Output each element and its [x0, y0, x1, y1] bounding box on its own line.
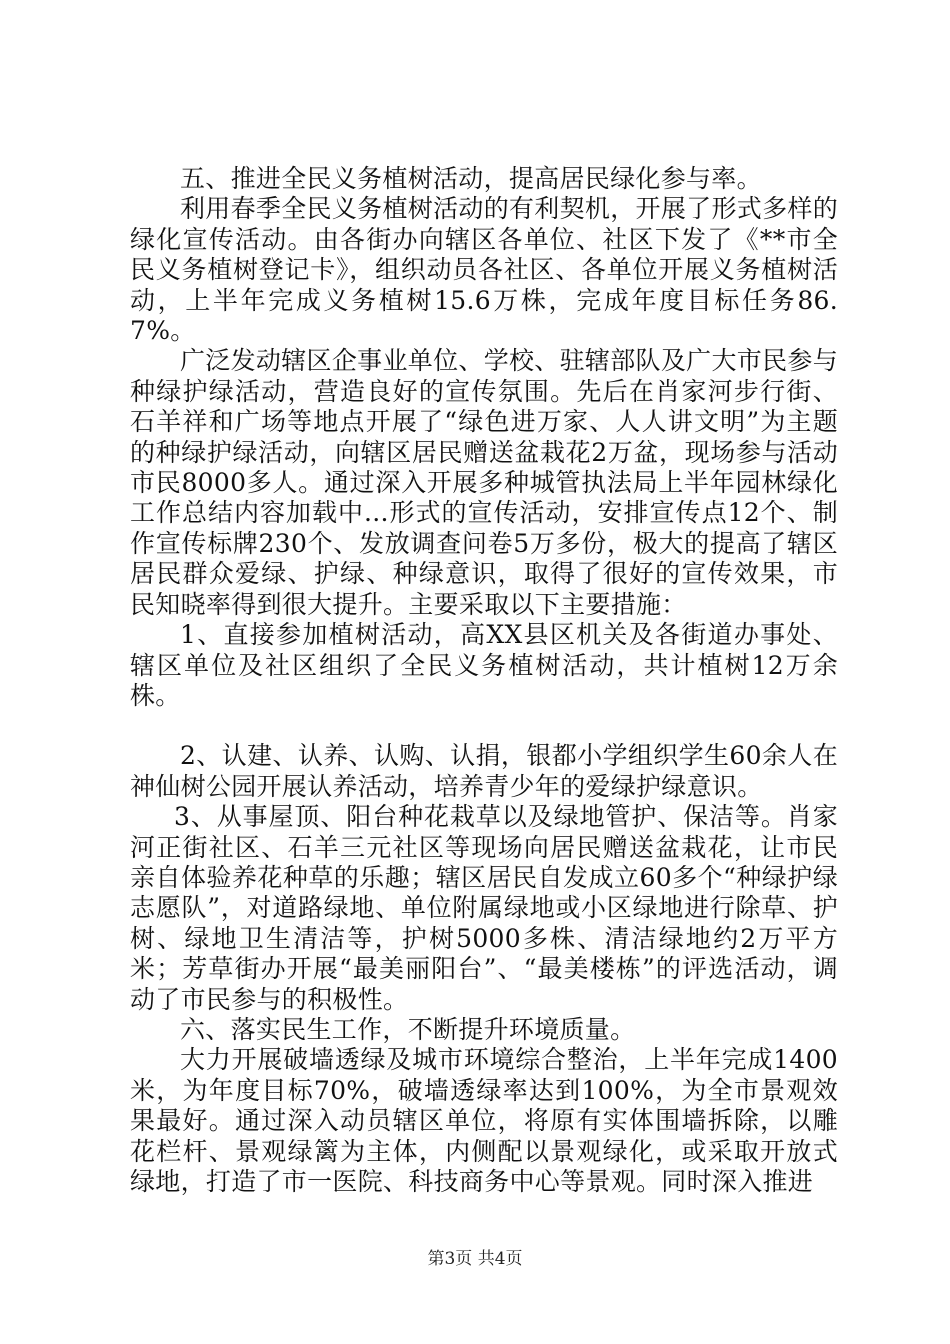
measure-item-1: 1、直接参加植树活动，高XX县区机关及各街道办事处、辖区单位及社区组织了全民义务植树活动，共计植树12万余株。 — [130, 620, 838, 710]
page-number-footer: 第3页 共4页 — [427, 1249, 523, 1269]
measure-item-3: 3、从事屋顶、阳台种花栽草以及绿地管护、保洁等。肖家河正街社区、石羊三元社区等现场向居民赠送盆栽花，让市民亲自体验养花种草的乐趣；辖区居民自发成立60多个“种绿护绿志愿队”，对道路绿地、单位附属绿地或小区绿地进行除草、护树、绿地卫生清洁等，护树5000多株、清洁绿地约2万平方米；芳草街办开展“最美丽阳台”、“最美楼栋”的评选活动，调动了市民参与的积极性。 — [130, 802, 838, 1014]
measure-item-2: 2、认建、认养、认购、认捐，银都小学组织学生60余人在神仙树公园开展认养活动，培养青少年的爱绿护绿意识。 — [130, 741, 838, 801]
heading-section-six: 六、落实民生工作，不断提升环境质量。 — [180, 1014, 636, 1044]
paragraph-tree-planting: 利用春季全民义务植树活动的有利契机，开展了形式多样的绿化宣传活动。由各街办向辖区各单位、社区下发了《**市全民义务植树登记卡》，组织动员各社区、各单位开展义务植树活动，上半年完成义务植树15.6万株，完成年度目标任务86.7%。 — [130, 194, 838, 346]
paragraph-publicity: 广泛发动辖区企事业单位、学校、驻辖部队及广大市民参与种绿护绿活动，营造良好的宣传氛围。先后在肖家河步行街、石羊祥和广场等地点开展了“绿色进万家、人人讲文明”为主题的种绿护绿活动，向辖区居民赠送盆栽花2万盆，现场参与活动市民8000多人。通过深入开展多种城管执法局上半年园林绿化工作总结内容加载中...形式的宣传活动，安排宣传点12个、制作宣传标牌230个、发放调查问卷5万多份，极大的提高了辖区居民群众爱绿、护绿、种绿意识，取得了很好的宣传效果，市民知晓率得到很大提升。主要采取以下主要措施： — [130, 346, 838, 619]
blank-line — [130, 711, 838, 741]
document-body — [130, 164, 838, 1197]
paragraph-wall-greening: 大力开展破墙透绿及城市环境综合整治，上半年完成1400米，为年度目标70%，破墙透绿率达到100%，为全市景观效果最好。通过深入动员辖区单位，将原有实体围墙拆除，以雕花栏杆、景观绿篱为主体，内侧配以景观绿化，或采取开放式绿地，打造了市一医院、科技商务中心等景观。同时深入推进 — [130, 1045, 838, 1196]
heading-section-five: 五、推进全民义务植树活动，提高居民绿化参与率。 — [180, 164, 762, 193]
